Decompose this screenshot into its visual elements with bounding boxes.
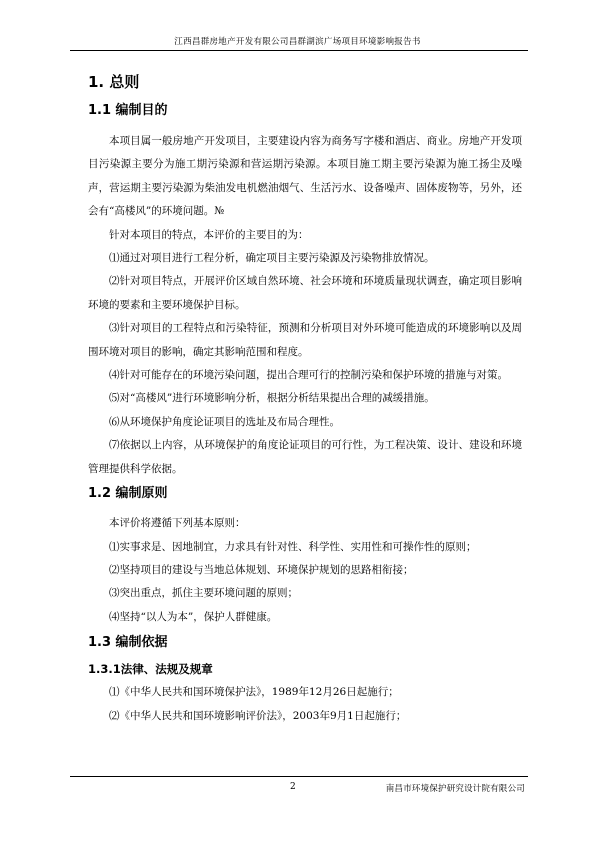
page-header: 江西昌群房地产开发有限公司昌群湖滨广场项目环境影响报告书: [174, 37, 421, 47]
header-divider: [70, 50, 528, 51]
law-item: ⑴《中华人民共和国环境保护法》，1989年12月26日起施行；: [109, 686, 399, 699]
purpose-intro-paragraph: 本项目属一般房地产开发项目，主要建设内容为商务写字楼和酒店、商业。房地产开发项目污染源主要分为施工期污染源和营运期污染源。本项目施工期主要污染源为施工扬尘及噪声，营运期主要污染源为柴油发电机燃油烟气、生活污水、设备噪声、固体废物等，另外，还会有“高楼风”的环境问题。№: [88, 135, 522, 218]
section-heading-principles: 1.2 编制原则: [88, 486, 168, 502]
section-heading-basis: 1.3 编制依据: [88, 635, 168, 651]
document-body: [88, 60, 522, 728]
purpose-item: ⑹从环境保护角度论证项目的选址及布局合理性。: [109, 415, 340, 428]
footer-organization: 南昌市环境保护研究设计院有限公司: [385, 784, 525, 794]
purpose-item: ⑺依据以上内容，从环境保护的角度论证项目的可行性，为工程决策、设计、建设和环境管理提供科学依据。: [88, 439, 522, 475]
purpose-item: ⑷针对可能存在的环境污染问题，提出合理可行的控制污染和保护环境的措施与对策。: [109, 369, 508, 382]
purpose-item: ⑵针对项目特点，开展评价区域自然环境、社会环境和环境质量现状调查，确定项目影响环境的要素和主要环境保护目标。: [88, 275, 522, 311]
chapter-heading: 1. 总则: [88, 73, 140, 91]
principles-item: ⑵坚持项目的建设与当地总体规划、环境保护规划的思路相衔接；: [109, 563, 414, 576]
principles-item: ⑴实事求是、因地制宜，力求具有针对性、科学性、实用性和可操作性的原则；: [109, 540, 477, 553]
principles-item: ⑷坚持“以人为本”，保护人群健康。: [109, 610, 278, 623]
purpose-item: ⑶针对项目的工程特点和污染特征，预测和分析项目对外环境可能造成的环境影响以及周围环境对项目的影响，确定其影响范围和程度。: [88, 322, 522, 358]
law-item: ⑵《中华人民共和国环境影响评价法》，2003年9月1日起施行；: [109, 709, 407, 722]
footer-divider: [70, 776, 528, 777]
purpose-item: ⑴通过对项目进行工程分析，确定项目主要污染源及污染物排放情况。: [109, 252, 435, 265]
subsection-heading-laws: 1.3.1法律、法规及规章: [88, 662, 213, 677]
purpose-item: ⑸对“高楼风”进行环境影响分析，根据分析结果提出合理的减缓措施。: [109, 392, 435, 405]
purpose-lead-paragraph: 针对本项目的特点，本评价的主要目的为：: [109, 228, 309, 241]
principles-lead-paragraph: 本评价将遵循下列基本原则：: [109, 517, 246, 530]
page-number: 2: [290, 782, 296, 792]
section-heading-purpose: 1.1 编制目的: [88, 103, 168, 118]
principles-item: ⑶突出重点，抓住主要环境问题的原则；: [109, 587, 298, 600]
